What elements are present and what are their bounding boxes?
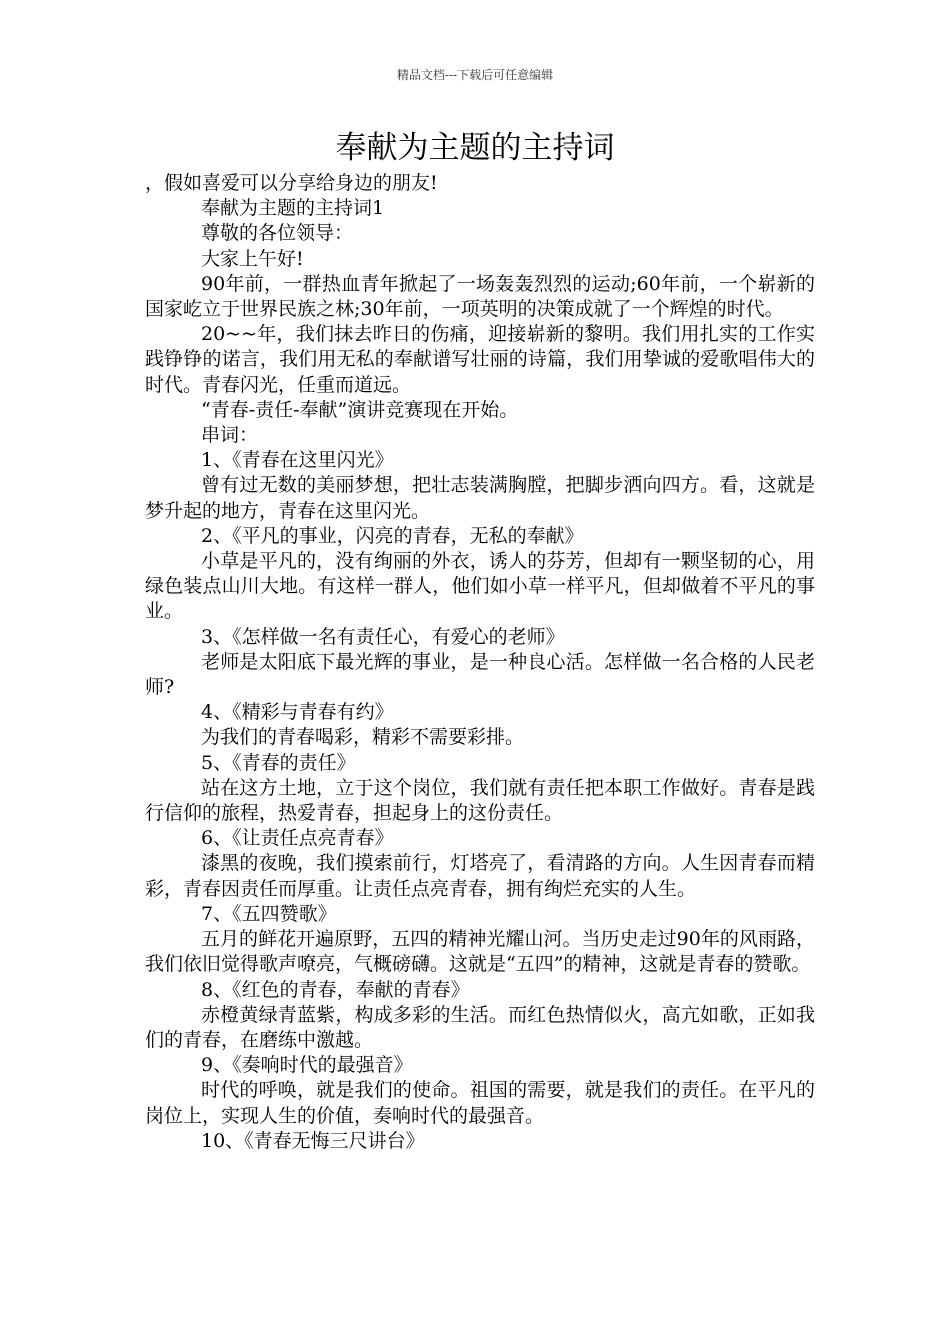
paragraph: 五月的鲜花开遍原野，五四的精神光耀山河。当历史走过90年的风雨路，我们依旧觉得歌声嘹亮，气概磅礴。这就是“五四”的精神，这就是青春的赞歌。 <box>145 928 815 976</box>
paragraph: 老师是太阳底下最光辉的事业，是一种良心活。怎样做一名合格的人民老师? <box>145 650 815 699</box>
paragraph: 20~~年，我们抹去昨日的伤痛，迎接崭新的黎明。我们用扎实的工作实践铮铮的诺言，我们用无私的奉献谱写壮丽的诗篇，我们用挚诚的爱歌唱伟大的时代。青春闪光，任重而道远。 <box>145 323 815 396</box>
section-heading: 7、《五四赞歌》 <box>201 902 337 925</box>
paragraph: “青春-责任-奉献”演讲竞赛现在开始。 <box>201 398 519 421</box>
paragraph: 大家上午好! <box>201 247 304 270</box>
section-heading: 6、《让责任点亮青春》 <box>201 827 394 850</box>
paragraph: 小草是平凡的，没有绚丽的外衣，诱人的芬芳，但却有一颗坚韧的心，用绿色装点山川大地。有这样一群人，他们如小草一样平凡，但却做着不平凡的事业。 <box>145 550 815 623</box>
section-heading: 10、《青春无悔三尺讲台》 <box>201 1129 425 1152</box>
document-body <box>145 171 815 1154</box>
section-heading: 9、《奏响时代的最强音》 <box>201 1054 413 1077</box>
paragraph: 串词： <box>201 424 259 447</box>
section-heading: 5、《青春的责任》 <box>201 751 356 774</box>
paragraph: 曾有过无数的美丽梦想，把壮志装满胸膛，把脚步洒向四方。看，这就是梦升起的地方，青春在这里闪光。 <box>145 474 815 522</box>
section-heading: 2、《平凡的事业，闪亮的青春，无私的奉献》 <box>201 524 584 547</box>
paragraph: 漆黑的夜晚，我们摸索前行，灯塔亮了，看清路的方向。人生因青春而精彩，青春因责任而厚重。让责任点亮青春，拥有绚烂充实的人生。 <box>145 852 815 900</box>
section-heading: 3、《怎样做一名有责任心，有爱心的老师》 <box>201 625 565 648</box>
section-heading: 8、《红色的青春，奉献的青春》 <box>201 978 470 1001</box>
paragraph: 为我们的青春喝彩，精彩不需要彩排。 <box>201 726 525 749</box>
document-title: 奉献为主题的主持词 <box>335 130 615 166</box>
paragraph: 尊敬的各位领导： <box>201 222 354 245</box>
paragraph: 时代的呼唤，就是我们的使命。祖国的需要，就是我们的责任。在平凡的岗位上，实现人生的价值，奏响时代的最强音。 <box>145 1079 815 1127</box>
section-heading: 4、《精彩与青春有约》 <box>201 701 394 724</box>
lead-paragraph: ，假如喜爱可以分享给身边的朋友! <box>145 172 438 194</box>
paragraph: 奉献为主题的主持词1 <box>201 197 385 220</box>
page-header-caption: 精品文档---下载后可任意编辑 <box>396 68 554 82</box>
paragraph: 站在这方土地，立于这个岗位，我们就有责任把本职工作做好。青春是践行信仰的旅程，热爱青春，担起身上的这份责任。 <box>145 776 815 825</box>
paragraph: 90年前，一群热血青年掀起了一场轰轰烈烈的运动;60年前，一个崭新的国家屹立于世界民族之林;30年前，一项英明的决策成就了一个辉煌的时代。 <box>145 272 815 321</box>
paragraph: 赤橙黄绿青蓝紫，构成多彩的生活。而红色热情似火，高亢如歌，正如我们的青春，在磨练中激越。 <box>145 1003 815 1051</box>
section-heading: 1、《青春在这里闪光》 <box>201 449 394 472</box>
